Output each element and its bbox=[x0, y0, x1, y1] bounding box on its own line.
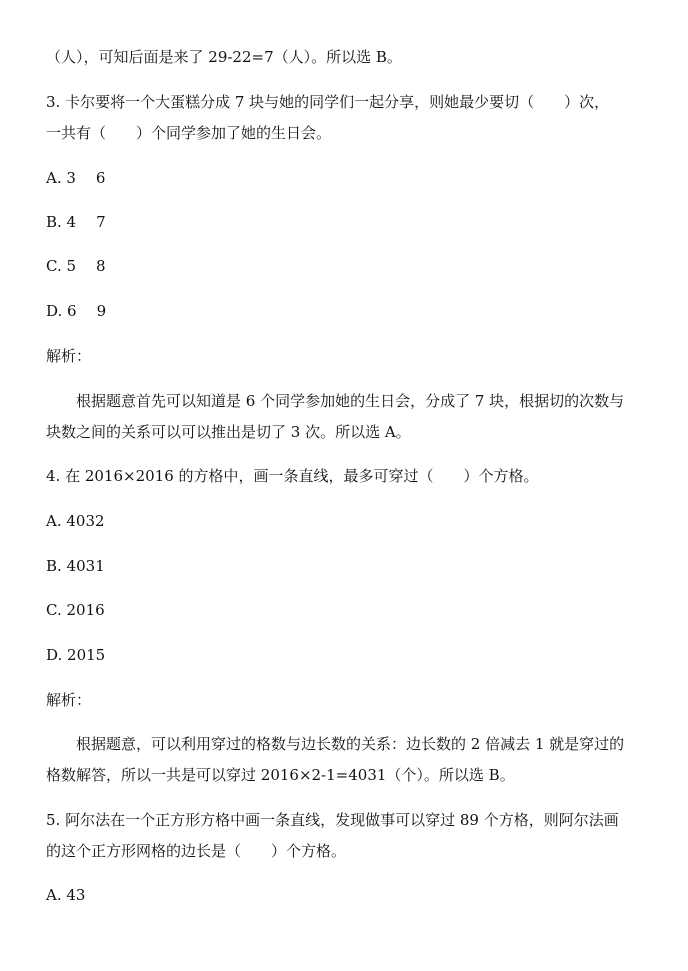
option-value: 8 bbox=[96, 257, 106, 275]
option-value: 9 bbox=[96, 302, 107, 320]
analysis-text-line: 格数解答，所以一共是可以穿过 2016×2-1=4031（个）。所以选 B。 bbox=[46, 766, 515, 784]
analysis-text-line: 块数之间的关系可以可以推出是切了 3 次。所以选 A。 bbox=[46, 423, 411, 441]
option-b bbox=[46, 212, 106, 232]
option-b: B. 4031 bbox=[46, 557, 105, 575]
question-text-line: 3. 卡尔要将一个大蛋糕分成 7 块与她的同学们一起分享，则她最少要切（ ）次， bbox=[46, 93, 610, 111]
option-d bbox=[46, 301, 106, 321]
option-a: A. 43 bbox=[46, 886, 86, 904]
option-a: A. 4032 bbox=[46, 512, 105, 530]
option-c: C. 2016 bbox=[46, 601, 105, 619]
question-text-line: 4. 在 2016×2016 的方格中，画一条直线，最多可穿过（ ）个方格。 bbox=[46, 467, 539, 485]
question-text-line: 5. 阿尔法在一个正方形方格中画一条直线，发现做事可以穿过 89 个方格，则阿尔法画 bbox=[46, 811, 619, 829]
option-value: 7 bbox=[96, 213, 106, 231]
option-a bbox=[46, 168, 105, 188]
carryover-line: （人），可知后面是来了 29-22=7（人）。所以选 B。 bbox=[46, 48, 402, 66]
option-label: C. 5 bbox=[46, 257, 77, 275]
analysis-text-line: 根据题意首先可以知道是 6 个同学参加她的生日会，分成了 7 块，根据切的次数与 bbox=[76, 392, 625, 410]
option-d: D. 2015 bbox=[46, 646, 106, 664]
analysis-label: 解析： bbox=[46, 691, 92, 709]
option-c bbox=[46, 256, 106, 276]
option-label: A. 3 bbox=[46, 169, 76, 187]
question-text-line: 的这个正方形网格的边长是（ ）个方格。 bbox=[46, 842, 347, 860]
option-value: 6 bbox=[95, 169, 106, 187]
analysis-text-line: 根据题意，可以利用穿过的格数与边长数的关系：边长数的 2 倍减去 1 就是穿过的 bbox=[76, 735, 625, 753]
analysis-label: 解析： bbox=[46, 347, 92, 365]
option-label: D. 6 bbox=[46, 302, 77, 320]
question-text-line: 一共有（ ）个同学参加了她的生日会。 bbox=[46, 124, 332, 142]
option-label: B. 4 bbox=[46, 213, 77, 231]
